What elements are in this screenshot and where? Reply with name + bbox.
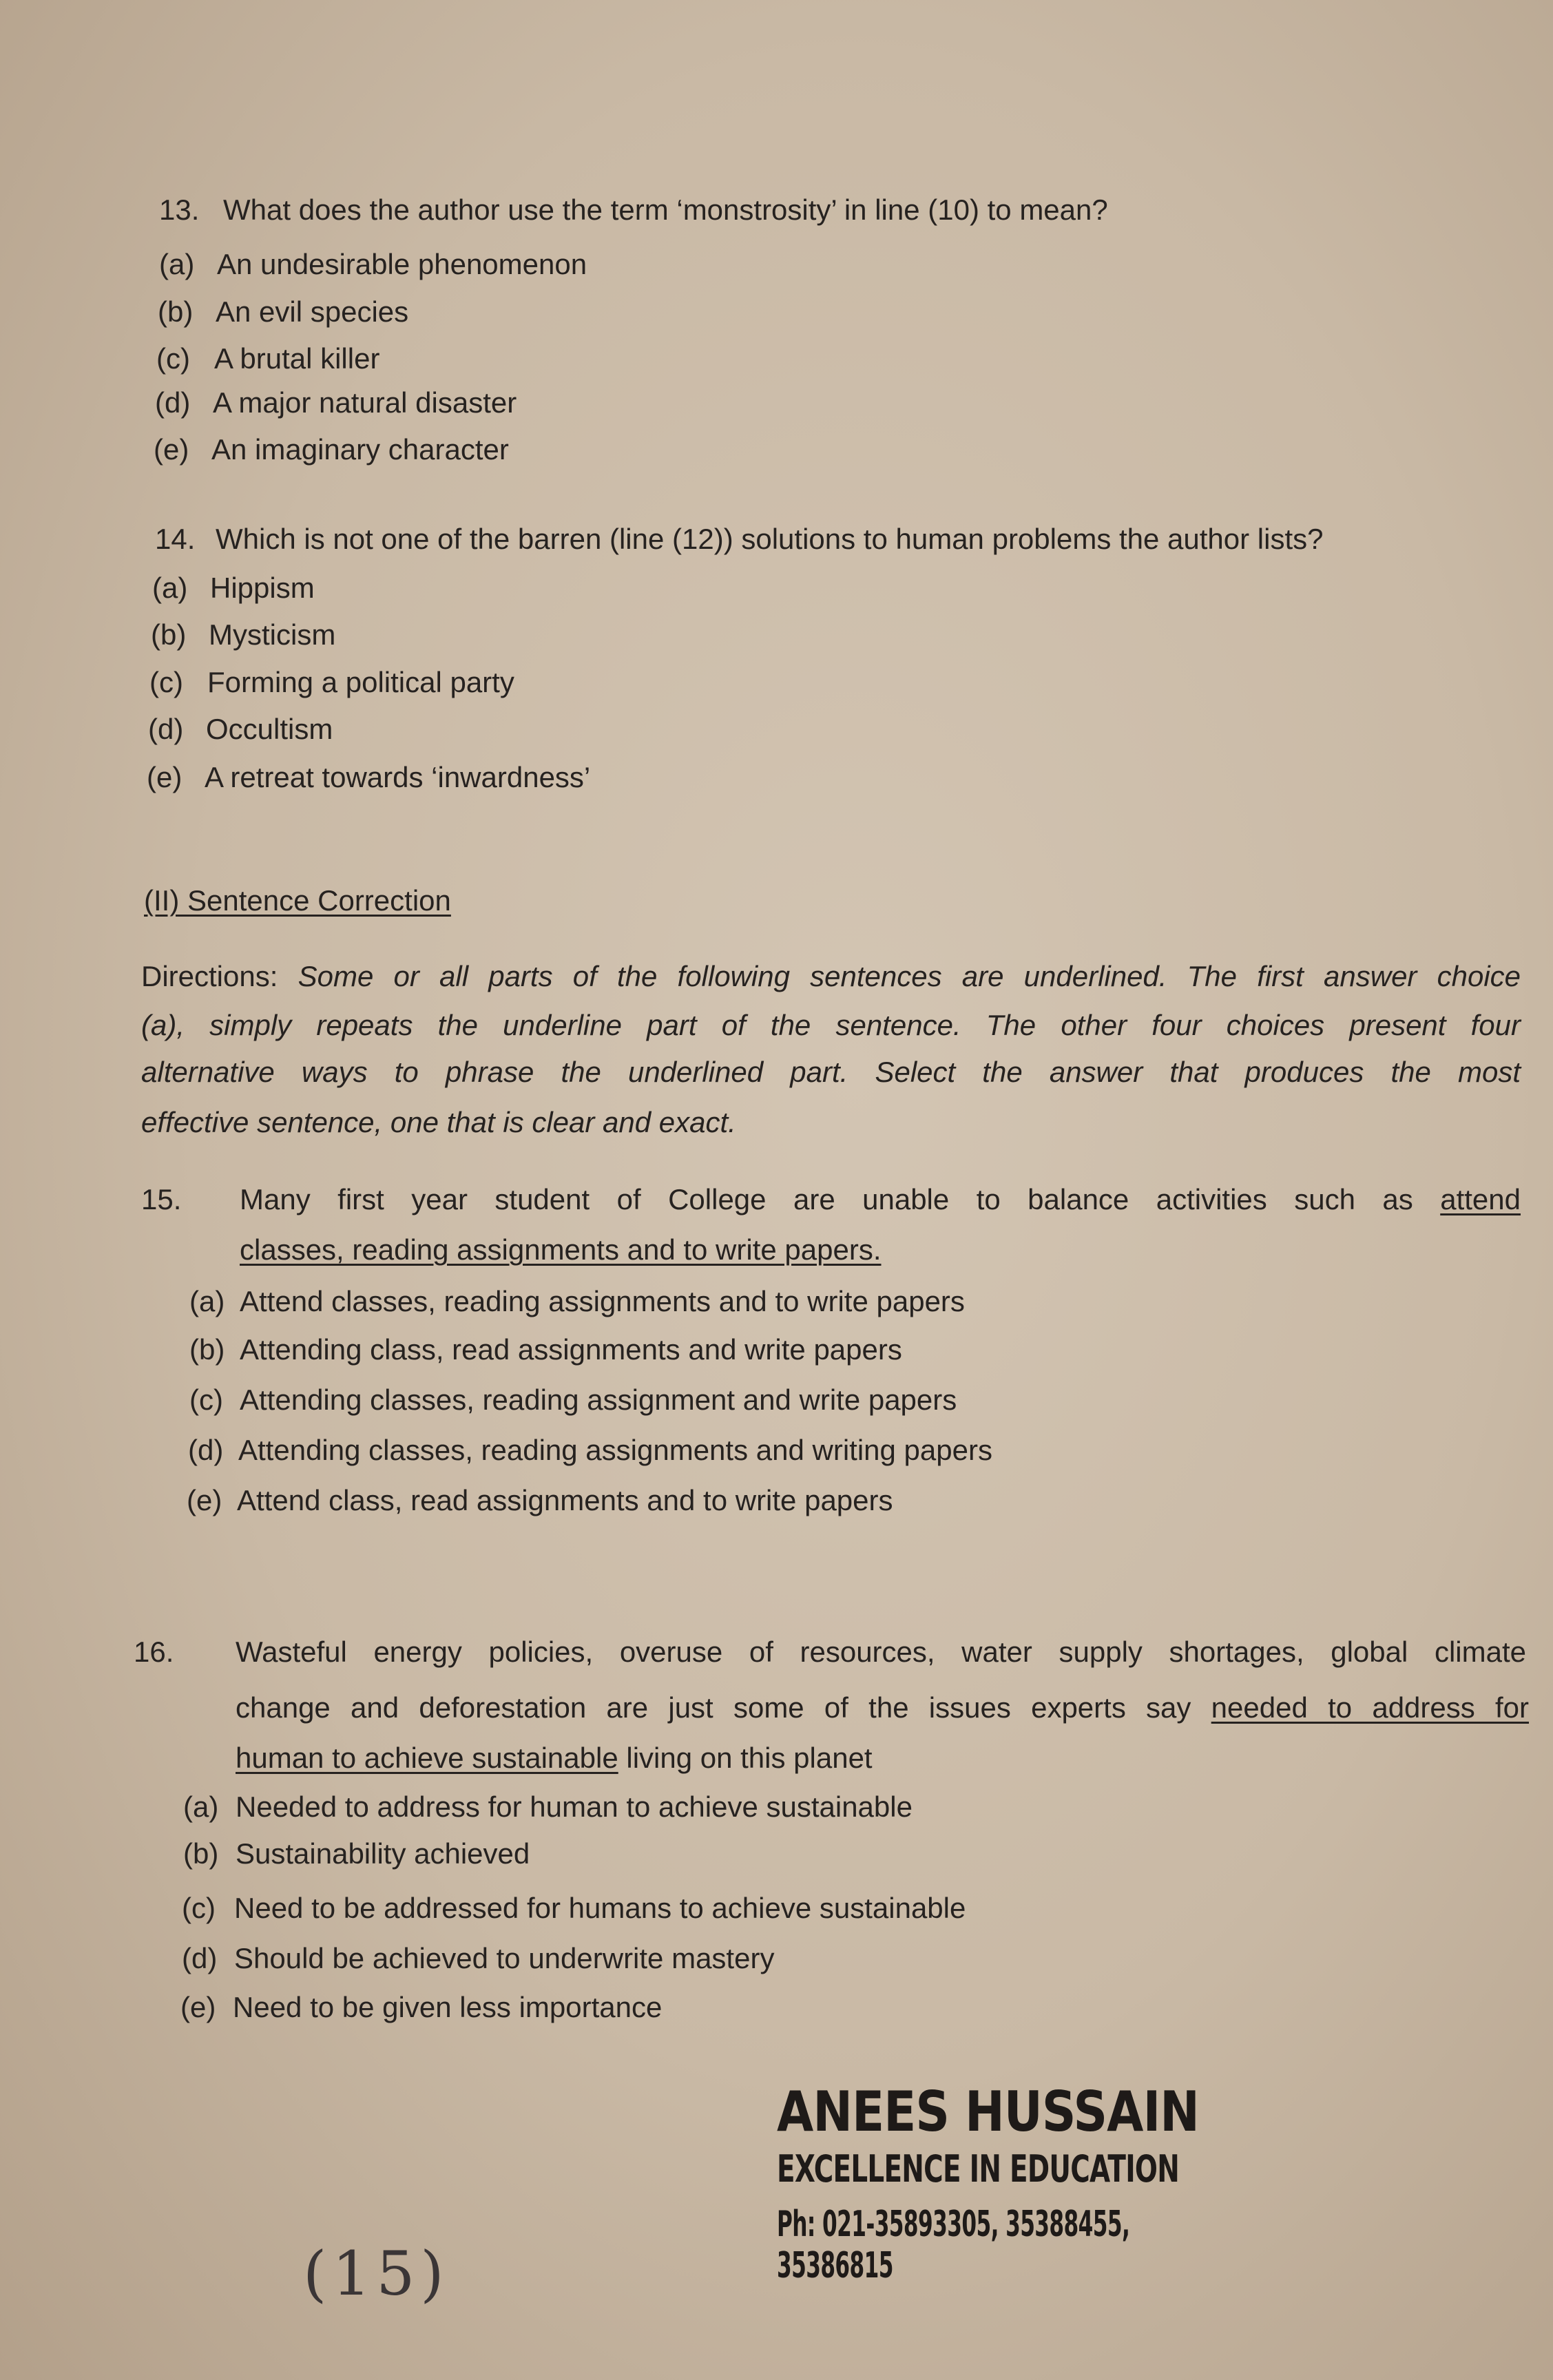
- option-d: [155, 386, 517, 420]
- section-heading: (II) Sentence Correction: [144, 884, 451, 917]
- question-16-line-3: [236, 1741, 873, 1775]
- option-text: An undesirable phenomenon: [217, 248, 587, 280]
- option-a: [189, 1284, 965, 1319]
- option-a: [159, 247, 587, 282]
- option-label: (e): [147, 761, 183, 793]
- option-c: [156, 342, 379, 376]
- option-c: [182, 1891, 966, 1925]
- option-e: [154, 432, 509, 467]
- option-text: Mysticism: [209, 618, 336, 651]
- option-label: (c): [156, 342, 190, 375]
- question-text: change and deforestation are just some of the issues experts say: [236, 1691, 1211, 1724]
- directions-line-3: alternative ways to phrase the underlined part. Select the answer that produces the most: [141, 1056, 1521, 1088]
- option-label: (a): [159, 248, 195, 280]
- handwritten-page-number: (15): [303, 2238, 450, 2309]
- option-e: [187, 1483, 893, 1518]
- option-c: [149, 665, 514, 700]
- option-label: (b): [158, 295, 194, 328]
- directions-line-2: (a), simply repeats the underline part of the sentence. The other four choices present four: [141, 1009, 1521, 1041]
- stamp-tagline: EXCELLENCE IN EDUCATION: [777, 2147, 1180, 2191]
- question-number: 15.: [141, 1183, 182, 1215]
- option-b: [189, 1333, 902, 1367]
- option-e: [180, 1990, 662, 2025]
- directions-line-4: effective sentence, one that is clear and exact.: [141, 1106, 736, 1138]
- option-label: (a): [152, 572, 188, 604]
- option-label: (c): [189, 1384, 223, 1416]
- directions-text: Some or all parts of the following sentences are underlined. The first answer choice: [298, 960, 1521, 992]
- option-label: (a): [183, 1791, 219, 1823]
- question-text: Which is not one of the barren (line (12)) solutions to human problems the author lists?: [216, 523, 1324, 555]
- option-text: Need to be addressed for humans to achieve sustainable: [234, 1892, 966, 1924]
- option-text: An evil species: [216, 295, 409, 328]
- option-text: Attend classes, reading assignments and to write papers: [240, 1285, 965, 1317]
- option-d: [148, 712, 333, 747]
- question-number: 14.: [155, 523, 196, 555]
- directions-label: Directions:: [141, 960, 278, 992]
- question-number: 16.: [134, 1636, 174, 1668]
- option-label: (e): [187, 1484, 222, 1516]
- option-text: Attend class, read assignments and to write papers: [237, 1484, 893, 1516]
- option-label: (c): [149, 666, 183, 698]
- option-label: (e): [180, 1991, 216, 2023]
- option-b: [158, 295, 408, 329]
- question-text: living on this planet: [618, 1742, 873, 1774]
- option-e: [147, 760, 590, 795]
- option-label: (a): [189, 1285, 225, 1317]
- underlined-text: needed to address for: [1211, 1691, 1530, 1724]
- option-label: (c): [182, 1892, 216, 1924]
- stamp-name: ANEES HUSSAIN: [777, 2080, 1200, 2144]
- option-text: Should be achieved to underwrite mastery: [234, 1942, 775, 1974]
- option-text: A brutal killer: [214, 342, 380, 375]
- question-number: 13.: [159, 194, 200, 226]
- option-text: A major natural disaster: [213, 386, 517, 419]
- underlined-text: attend: [1440, 1183, 1521, 1215]
- option-label: (d): [148, 713, 184, 745]
- option-label: (b): [183, 1837, 219, 1870]
- option-text: Forming a political party: [207, 666, 514, 698]
- question-16-line-2: [236, 1691, 1529, 1725]
- option-label: (d): [188, 1434, 224, 1466]
- option-a: [152, 571, 315, 605]
- option-text: Attending class, read assignments and write papers: [240, 1333, 902, 1366]
- question-text: Many first year student of College are unable to balance activities such as: [240, 1183, 1441, 1215]
- question-13: [159, 193, 1108, 227]
- option-text: Needed to address for human to achieve sustainable: [236, 1791, 913, 1823]
- option-text: Hippism: [210, 572, 315, 604]
- question-15-line-1: [240, 1182, 1521, 1217]
- option-label: (e): [154, 433, 189, 466]
- option-a: [183, 1790, 913, 1824]
- option-text: An imaginary character: [211, 433, 509, 466]
- option-text: Attending classes, reading assignment and write papers: [240, 1384, 957, 1416]
- stamp-phone: Ph: 021-35893305, 35388455, 35386815: [777, 2204, 1130, 2286]
- option-label: (d): [182, 1942, 218, 1974]
- option-text: Sustainability achieved: [236, 1837, 530, 1870]
- option-label: (b): [151, 618, 187, 651]
- option-b: [183, 1837, 530, 1871]
- underlined-text: human to achieve sustainable: [236, 1742, 618, 1774]
- option-b: [151, 618, 335, 652]
- option-label: (b): [189, 1333, 225, 1366]
- option-text: A retreat towards ‘inwardness’: [205, 761, 591, 793]
- option-text: Need to be given less importance: [233, 1991, 663, 2023]
- directions-line-1: [141, 959, 1521, 994]
- option-label: (d): [155, 386, 191, 419]
- option-d: [182, 1941, 774, 1976]
- question-16-line-1: Wasteful energy policies, overuse of resources, water supply shortages, global climate: [236, 1636, 1526, 1668]
- question-text: What does the author use the term ‘monstrosity’ in line (10) to mean?: [223, 194, 1108, 226]
- question-15-line-2: classes, reading assignments and to write papers.: [240, 1233, 882, 1266]
- option-text: Occultism: [206, 713, 333, 745]
- option-d: [188, 1433, 992, 1468]
- option-text: Attending classes, reading assignments and writing papers: [238, 1434, 992, 1466]
- question-14: [155, 522, 1324, 556]
- option-c: [189, 1383, 957, 1417]
